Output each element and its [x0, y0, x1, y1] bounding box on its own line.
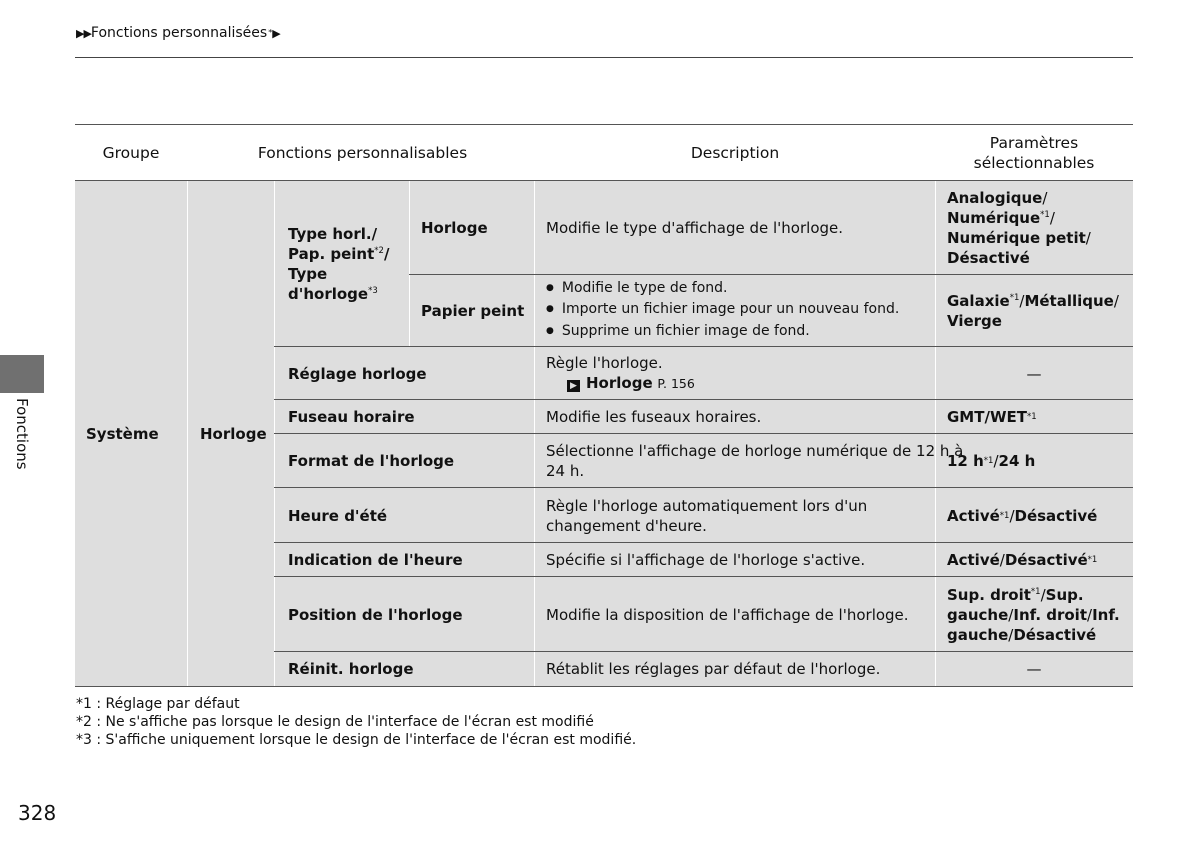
label-format-horloge: Format de l'horloge [288, 452, 455, 470]
params-reinit-horloge: — [1026, 660, 1042, 678]
desc-heure-ete: Règle l'horloge automatiquement lors d'un changement d'heure. [546, 496, 868, 535]
list-item: ● Importe un fichier image pour un nouveau fond. [546, 300, 899, 322]
side-tab-marker [0, 355, 44, 393]
breadcrumb-text[interactable]: Fonctions personnalisées [90, 25, 268, 41]
reference-page[interactable]: P. 156 [657, 376, 695, 391]
header-fonctions: Fonctions personnalisables [257, 143, 468, 162]
footnote-1: *1 : Réglage par défaut [76, 696, 240, 712]
label-papier-peint: Papier peint [421, 302, 525, 320]
params-horloge: Analogique/ Numérique$^{*1}$/ Numérique petit/ Désactivé [947, 188, 1091, 267]
table-body [75, 181, 1133, 686]
desc-position-horloge: Modifie la disposition de l'affichage de l'horloge. [546, 605, 909, 624]
breadcrumb: ▶▶ Fonctions personnalisées * ▶ [76, 25, 280, 41]
reference-link[interactable]: Horloge [586, 374, 653, 392]
header-divider [75, 57, 1133, 58]
desc-papier-peint [546, 275, 899, 347]
col-sep [409, 181, 410, 347]
params-heure-ete: Activé *1 / Désactivé [947, 506, 1098, 525]
label-position-horloge: Position de l'horloge [288, 605, 463, 624]
label-type-horl: Type horl./ Pap. peint$^{*2}$/ Type d'horloge$^{*3}$ [288, 224, 390, 303]
footnote-3: *3 : S'affiche uniquement lorsque le design de l'interface de l'écran est modifié. [76, 732, 637, 748]
label-reinit-horloge: Réinit. horloge [288, 660, 414, 678]
header-parametres: Paramètres sélectionnables [973, 133, 1095, 172]
params-fuseau-horaire: GMT/WET *1 [947, 408, 1037, 426]
reference-arrow-icon: ▶ [567, 380, 580, 392]
params-position-horloge: Sup. droit$^{*1}$/Sup. gauche/Inf. droit/Inf. gauche/Désactivé [947, 585, 1120, 644]
desc-reinit-horloge: Rétablit les réglages par défaut de l'horloge. [546, 660, 881, 678]
arrow-icon: ▶ [272, 26, 280, 40]
params-reglage-horloge: — [1026, 364, 1042, 383]
params-papier-peint: Galaxie$^{*1}$/Métallique/ Vierge [947, 292, 1119, 330]
label-heure-ete: Heure d'été [288, 506, 388, 525]
label-indication-heure: Indication de l'heure [288, 551, 463, 569]
footnote-2: *2 : Ne s'affiche pas lorsque le design de l'interface de l'écran est modifié [76, 714, 594, 730]
desc-fuseau-horaire: Modifie les fuseaux horaires. [546, 408, 762, 426]
params-format-horloge: 12 h *1 / 24 h [947, 452, 1036, 470]
double-arrow-icon: ▶▶ [76, 26, 91, 40]
desc-reglage-horloge: Règle l'horloge. ▶ Horloge P. 156 [546, 354, 695, 392]
page-number: 328 [18, 801, 57, 825]
desc-indication-heure: Spécifie si l'affichage de l'horloge s'active. [546, 551, 866, 569]
label-fuseau-horaire: Fuseau horaire [288, 408, 415, 426]
side-tab-label: Fonctions [13, 398, 31, 470]
desc-format-horloge: Sélectionne l'affichage de horloge numérique de 12 h à 24 h. [546, 442, 964, 480]
group-systeme: Système [86, 424, 159, 443]
list-item: ● Supprime un fichier image de fond. [546, 322, 899, 344]
settings-table [75, 124, 1133, 687]
desc-horloge: Modifie le type d'affichage de l'horloge. [546, 218, 844, 237]
header-groupe: Groupe [102, 143, 160, 162]
label-horloge: Horloge [421, 218, 488, 237]
label-reglage-horloge: Réglage horloge [288, 364, 427, 383]
header-description: Description [690, 143, 780, 162]
list-item: ● Modifie le type de fond. [546, 279, 899, 301]
table-header [75, 125, 1133, 181]
params-indication-heure: Activé / Désactivé *1 [947, 551, 1098, 569]
col-sep [187, 181, 188, 686]
subgroup-horloge: Horloge [200, 424, 267, 443]
